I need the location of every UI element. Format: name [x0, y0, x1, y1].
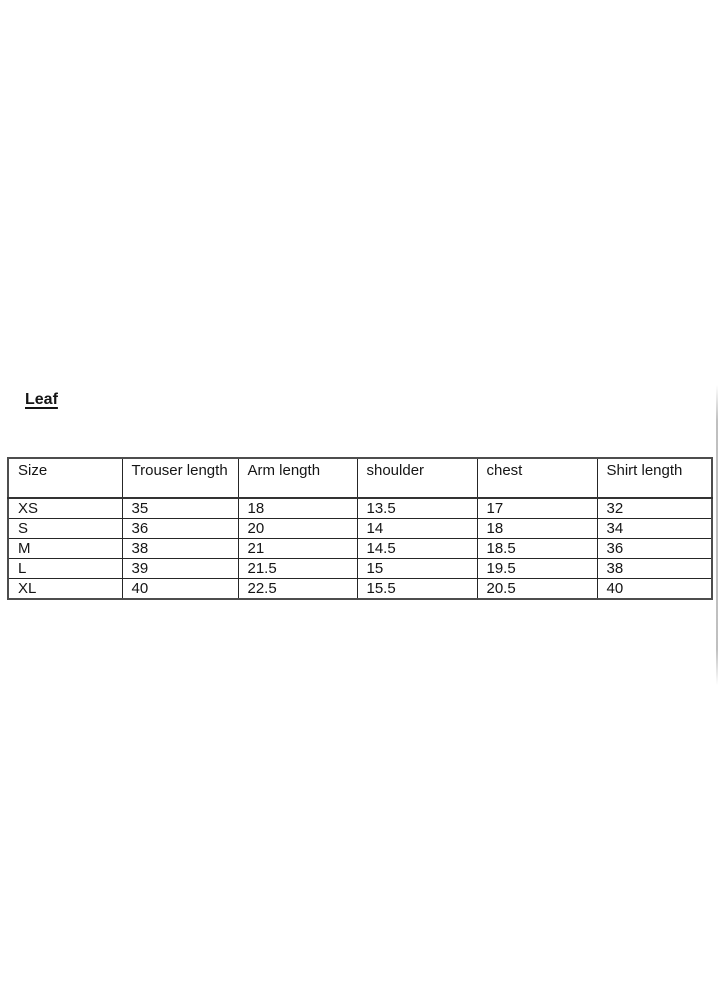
column-header-trouser-length: Trouser length — [122, 458, 238, 498]
table-header-row — [8, 458, 712, 498]
table-cell: 21.5 — [238, 559, 357, 579]
column-header-shirt-length: Shirt length — [597, 458, 712, 498]
table-cell: 39 — [122, 559, 238, 579]
column-header-arm-length: Arm length — [238, 458, 357, 498]
table-cell-size: L — [8, 559, 122, 579]
table-row-m — [8, 539, 712, 559]
column-header-size: Size — [8, 458, 122, 498]
table-cell: 17 — [477, 498, 597, 519]
table-cell: 22.5 — [238, 579, 357, 600]
table-cell: 38 — [122, 539, 238, 559]
table-cell: 15 — [357, 559, 477, 579]
table-cell: 18 — [477, 519, 597, 539]
size-chart-table — [7, 457, 713, 600]
table-cell: 18.5 — [477, 539, 597, 559]
table-cell: 18 — [238, 498, 357, 519]
table-cell: 36 — [122, 519, 238, 539]
table-row-s — [8, 519, 712, 539]
table-cell: 32 — [597, 498, 712, 519]
table-cell: 40 — [122, 579, 238, 600]
table-cell: 20.5 — [477, 579, 597, 600]
table-cell: 34 — [597, 519, 712, 539]
column-header-chest: chest — [477, 458, 597, 498]
table-row-xl — [8, 579, 712, 600]
table-cell: 19.5 — [477, 559, 597, 579]
table-cell: 38 — [597, 559, 712, 579]
page-edge-artifact-line — [716, 385, 718, 685]
table-row-xs — [8, 498, 712, 519]
table-cell: 14.5 — [357, 539, 477, 559]
document-title: Leaf — [25, 391, 58, 408]
table-cell: 35 — [122, 498, 238, 519]
column-header-shoulder: shoulder — [357, 458, 477, 498]
table-cell: 36 — [597, 539, 712, 559]
table-cell-size: XS — [8, 498, 122, 519]
table-cell: 21 — [238, 539, 357, 559]
table-row-l — [8, 559, 712, 579]
table-cell: 15.5 — [357, 579, 477, 600]
table-cell: 20 — [238, 519, 357, 539]
table-cell-size: M — [8, 539, 122, 559]
table-cell: 14 — [357, 519, 477, 539]
table-cell-size: XL — [8, 579, 122, 600]
table-cell: 40 — [597, 579, 712, 600]
table-cell-size: S — [8, 519, 122, 539]
table-cell: 13.5 — [357, 498, 477, 519]
